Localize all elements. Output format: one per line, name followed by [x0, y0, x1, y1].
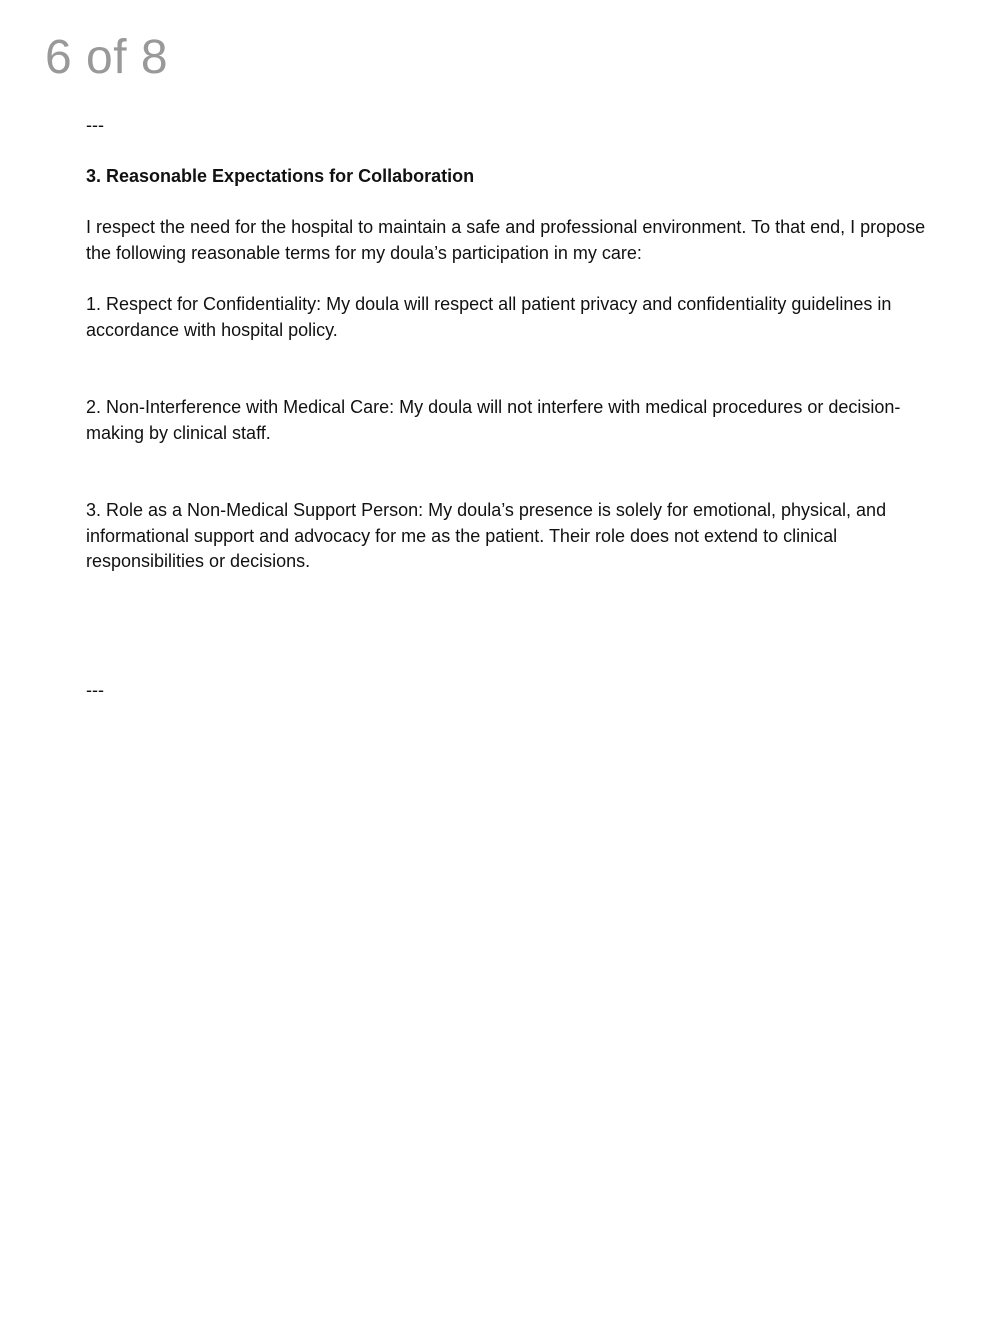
divider-bottom: --- — [86, 680, 104, 700]
list-item-non-interference: 2. Non-Interference with Medical Care: My doula will not interfere with medical procedures or decision-making by clinical staff. — [86, 397, 901, 443]
page-indicator: 6 of 8 — [45, 31, 169, 84]
section-heading: 3. Reasonable Expectations for Collaboration — [86, 166, 475, 186]
intro-paragraph: I respect the need for the hospital to maintain a safe and professional environment. To that end, I propose the following reasonable terms for my doula’s participation in my care: — [86, 217, 926, 263]
list-item-confidentiality: 1. Respect for Confidentiality: My doula will respect all patient privacy and confidentiality guidelines in accordance with hospital policy. — [86, 294, 892, 340]
divider-top: --- — [86, 115, 104, 135]
list-item-non-medical-role: 3. Role as a Non-Medical Support Person: My doula’s presence is solely for emotional, physical, and informational support and advocacy for me as the patient. Their role does not extend to clinical responsibilities or decisions. — [86, 500, 887, 571]
